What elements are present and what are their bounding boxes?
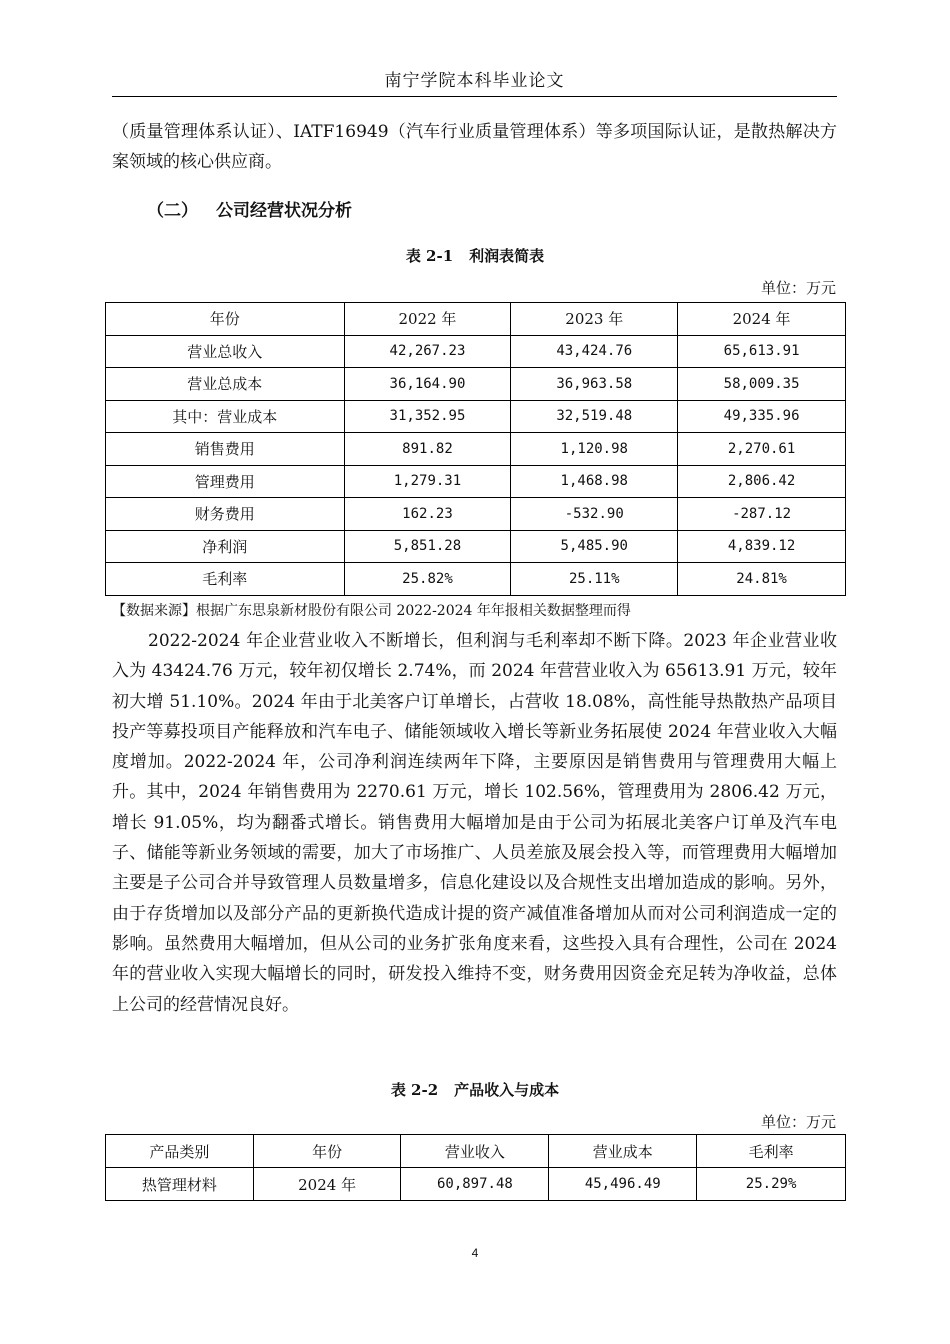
table-cell: 36,963.58 [511,368,678,401]
column-header: 年份 [253,1135,401,1168]
table-row [106,400,846,433]
table-row [106,465,846,498]
table-header-row [106,303,846,336]
row-label: 营业总成本 [106,368,345,401]
table-cell: -287.12 [678,498,846,531]
row-label: 财务费用 [106,498,345,531]
column-header: 年份 [106,303,345,336]
column-header: 营业成本 [549,1135,697,1168]
table-cell: 5,851.28 [344,530,511,563]
table1-caption [0,245,950,266]
table-cell: 2024 年 [253,1168,401,1201]
table-row [106,498,846,531]
column-header: 2024 年 [678,303,846,336]
table1-caption-number: 表 2-1 [405,247,454,265]
intro-paragraph: （质量管理体系认证）、IATF16949（汽车行业质量管理体系）等多项国际认证，是散热解决方案领域的核心供应商。 [112,122,837,173]
row-label: 销售费用 [106,433,345,466]
page-header-title: 南宁学院本科毕业论文 [384,71,565,91]
table-row [106,1168,846,1201]
table-cell: 1,120.98 [511,433,678,466]
table-cell: 25.82% [344,563,511,596]
table-cell: -532.90 [511,498,678,531]
table-cell: 24.81% [678,563,846,596]
section-title: 公司经营状况分析 [216,201,352,221]
row-label: 净利润 [106,530,345,563]
table-cell: 60,897.48 [401,1168,549,1201]
table-cell: 32,519.48 [511,400,678,433]
table2-caption [0,1079,950,1100]
table-row [106,335,846,368]
table-cell: 2,806.42 [678,465,846,498]
row-label: 营业总收入 [106,335,345,368]
table-cell: 49,335.96 [678,400,846,433]
column-header: 2023 年 [511,303,678,336]
profit-table [105,302,846,596]
product-revenue-table [105,1134,846,1201]
table2-unit: 单位：万元 [760,1113,836,1131]
column-header: 产品类别 [106,1135,254,1168]
column-header: 2022 年 [344,303,511,336]
table-cell: 2,270.61 [678,433,846,466]
table-row [106,368,846,401]
analysis-paragraph: 2022-2024 年企业营业收入不断增长，但利润与毛利率却不断下降。2023 年企业营业收入为 43424.76 万元，较年初仅增长 2.74%，而 2024 年营营业收入为 65613.91 万元，较年初大增 51.10%。2024 年由于北美客户订单增长，占营收 18.08%，高性能导热散热产品项目投产等募投项目产能释放和汽车电子、储能领域收入增长等新业务拓展使 2024 年营业收入大幅度增加。2022-2024 年，公司净利润连续两年下降，主要原因是销售费用与管理费用大幅上升。其中，2024 年销售费用为 2270.61 万元，增长 102.56%，管理费用为 2806.42 万元，增长 91.05%，均为翻番式增长。销售费用大幅增加是由于公司为拓展北美客户订单及汽车电子、储能等新业务领域的需要，加大了市场推广、人员差旅及展会投入等，而管理费用大幅增加主要是子公司合并导致管理人员数量增多，信息化建设以及合规性支出增加造成的影响。另外，由于存货增加以及部分产品的更新换代造成计提的资产减值准备增加从而对公司利润造成一定的影响。虽然费用大幅增加，但从公司的业务扩张角度来看，这些投入具有合理性，公司在 2024 年的营业收入实现大幅增长的同时，研发投入维持不变，财务费用因资金充足转为净收益，总体上公司的经营情况良好。 [112,631,837,1015]
section-heading [147,196,352,221]
row-label: 热管理材料 [106,1168,254,1201]
table-cell: 1,468.98 [511,465,678,498]
table-row [106,563,846,596]
table-row [106,530,846,563]
table-row [106,433,846,466]
row-label: 毛利率 [106,563,345,596]
table-cell: 5,485.90 [511,530,678,563]
table-header-row [106,1135,846,1168]
table1-caption-title: 利润表简表 [469,247,545,265]
header-divider [112,96,837,97]
section-number: （二） [147,201,198,221]
table-cell: 45,496.49 [549,1168,697,1201]
table1-source-note: 【数据来源】根据广东思泉新材股份有限公司 2022-2024 年年报相关数据整理而得 [112,603,631,619]
table-cell: 36,164.90 [344,368,511,401]
row-label: 其中：营业成本 [106,400,345,433]
table-cell: 43,424.76 [511,335,678,368]
column-header: 毛利率 [697,1135,846,1168]
table-cell: 1,279.31 [344,465,511,498]
row-label: 管理费用 [106,465,345,498]
table-cell: 4,839.12 [678,530,846,563]
table1-unit: 单位：万元 [760,279,836,297]
page-number: 4 [471,1246,479,1260]
table2-caption-title: 产品收入与成本 [454,1081,560,1099]
table-cell: 891.82 [344,433,511,466]
table-cell: 31,352.95 [344,400,511,433]
table-cell: 42,267.23 [344,335,511,368]
table-cell: 25.29% [697,1168,846,1201]
table2-caption-number: 表 2-2 [390,1081,439,1099]
column-header: 营业收入 [401,1135,549,1168]
table-cell: 25.11% [511,563,678,596]
table-cell: 58,009.35 [678,368,846,401]
table-cell: 65,613.91 [678,335,846,368]
table-cell: 162.23 [344,498,511,531]
